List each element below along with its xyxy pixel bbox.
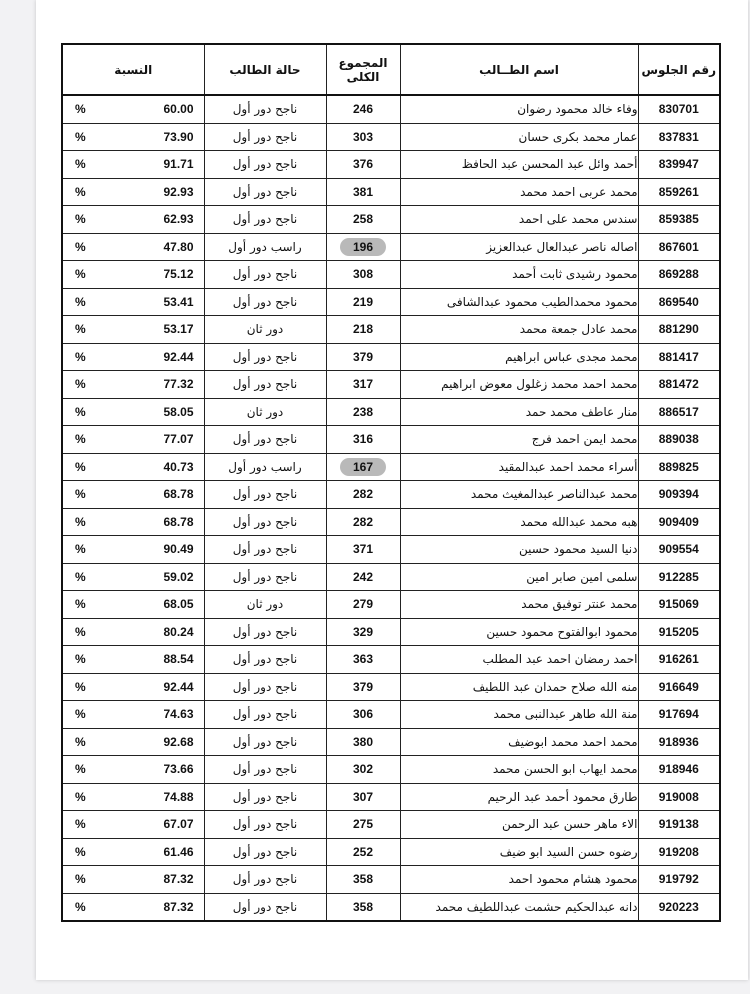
total-score-value: 219 — [352, 294, 374, 309]
student-status-cell: ناجح دور أول — [204, 426, 326, 454]
table-row — [62, 811, 720, 839]
percent-sign: % — [75, 212, 86, 227]
table-row — [62, 206, 720, 234]
student-name-cell: دنيا السيد محمود حسين — [400, 536, 638, 564]
percentage-value: 74.63 — [163, 707, 194, 722]
percentage-value: 68.05 — [163, 597, 194, 612]
student-status-cell: ناجح دور أول — [204, 783, 326, 811]
percentage-cell — [62, 343, 204, 371]
percentage-value: 62.93 — [163, 212, 194, 227]
percentage-value: 59.02 — [163, 569, 194, 584]
percent-sign: % — [75, 184, 86, 199]
student-name-cell: منة الله طاهر عبدالنبى محمد — [400, 701, 638, 729]
total-score-cell — [326, 591, 400, 619]
student-status-cell: ناجح دور أول — [204, 178, 326, 206]
percentage-cell — [62, 398, 204, 426]
student-name-cell: أحمد وائل عبد المحسن عبد الحافظ — [400, 151, 638, 179]
total-score-value: 358 — [352, 899, 374, 914]
percentage-cell — [62, 178, 204, 206]
total-score-value: 242 — [352, 569, 374, 584]
total-score-value: 303 — [352, 129, 374, 144]
seat-number-cell: 839947 — [638, 151, 720, 179]
percent-sign: % — [75, 239, 86, 254]
total-score-value: 196 — [340, 238, 386, 256]
table-row — [62, 838, 720, 866]
student-name-cell: محمد عنتر توفيق محمد — [400, 591, 638, 619]
student-name-cell: منار عاطف محمد حمد — [400, 398, 638, 426]
percentage-value: 53.17 — [163, 322, 194, 337]
student-name-cell: محمود ابوالفتوح محمود حسين — [400, 618, 638, 646]
total-score-value: 380 — [352, 734, 374, 749]
percent-sign: % — [75, 487, 86, 502]
total-score-cell — [326, 756, 400, 784]
percentage-value: 53.41 — [163, 294, 194, 309]
percentage-cell — [62, 893, 204, 921]
percent-sign: % — [75, 734, 86, 749]
total-score-cell — [326, 178, 400, 206]
total-score-cell — [326, 123, 400, 151]
total-score-cell — [326, 646, 400, 674]
student-name-cell: أسراء محمد احمد عبدالمقيد — [400, 453, 638, 481]
seat-number-cell: 916649 — [638, 673, 720, 701]
total-score-cell — [326, 288, 400, 316]
student-name-cell: عمار محمد بكرى حسان — [400, 123, 638, 151]
student-name-cell: دانه عبدالحكيم حشمت عبداللطيف محمد — [400, 893, 638, 921]
student-name-cell: محمد عربى احمد محمد — [400, 178, 638, 206]
percentage-value: 87.32 — [163, 872, 194, 887]
student-status-cell: ناجح دور أول — [204, 563, 326, 591]
percent-sign: % — [75, 157, 86, 172]
seat-number-cell: 859261 — [638, 178, 720, 206]
seat-number-cell: 889825 — [638, 453, 720, 481]
table-row — [62, 233, 720, 261]
student-status-cell: ناجح دور أول — [204, 288, 326, 316]
seat-number-cell: 830701 — [638, 95, 720, 123]
total-score-value: 329 — [352, 624, 374, 639]
student-status-cell: راسب دور أول — [204, 233, 326, 261]
total-score-value: 381 — [352, 184, 374, 199]
percentage-value: 73.90 — [163, 129, 194, 144]
total-score-cell — [326, 261, 400, 289]
total-score-value: 302 — [352, 762, 374, 777]
seat-number-cell: 881472 — [638, 371, 720, 399]
percentage-cell — [62, 508, 204, 536]
student-name-cell: محمود محمدالطيب محمود عبدالشافى — [400, 288, 638, 316]
total-score-value: 358 — [352, 872, 374, 887]
total-score-cell — [326, 453, 400, 481]
total-score-value: 316 — [352, 432, 374, 447]
total-score-value: 308 — [352, 267, 374, 282]
total-score-cell — [326, 618, 400, 646]
student-name-cell: احمد رمضان احمد عبد المطلب — [400, 646, 638, 674]
percent-sign: % — [75, 872, 86, 887]
seat-number-cell: 918936 — [638, 728, 720, 756]
student-status-cell: ناجح دور أول — [204, 673, 326, 701]
percentage-cell — [62, 453, 204, 481]
percent-sign: % — [75, 294, 86, 309]
student-status-cell: ناجح دور أول — [204, 95, 326, 123]
percentage-value: 92.68 — [163, 734, 194, 749]
seat-number-cell: 909554 — [638, 536, 720, 564]
student-name-cell: رضوه حسن السيد ابو ضيف — [400, 838, 638, 866]
student-name-cell: طارق محمود أحمد عبد الرحيم — [400, 783, 638, 811]
total-score-cell — [326, 95, 400, 123]
total-score-value: 282 — [352, 487, 374, 502]
percentage-cell — [62, 233, 204, 261]
total-score-cell — [326, 811, 400, 839]
percent-sign: % — [75, 514, 86, 529]
student-name-cell: محمد مجدى عباس ابراهيم — [400, 343, 638, 371]
student-status-cell: ناجح دور أول — [204, 123, 326, 151]
percentage-cell — [62, 866, 204, 894]
header-student-name: اسم الطــالب — [400, 44, 638, 95]
table-row — [62, 316, 720, 344]
table-row — [62, 783, 720, 811]
student-status-cell: دور ثان — [204, 591, 326, 619]
percent-sign: % — [75, 624, 86, 639]
percentage-cell — [62, 646, 204, 674]
percentage-cell — [62, 426, 204, 454]
student-name-cell: اصاله ناصر عبدالعال عبدالعزيز — [400, 233, 638, 261]
student-status-cell: ناجح دور أول — [204, 618, 326, 646]
table-row — [62, 178, 720, 206]
total-score-cell — [326, 233, 400, 261]
percentage-cell — [62, 783, 204, 811]
seat-number-cell: 869288 — [638, 261, 720, 289]
student-name-cell: محمود رشيدى ثابت أحمد — [400, 261, 638, 289]
table-row — [62, 426, 720, 454]
percentage-value: 77.07 — [163, 432, 194, 447]
percent-sign: % — [75, 762, 86, 777]
total-score-value: 376 — [352, 157, 374, 172]
percentage-value: 68.78 — [163, 514, 194, 529]
header-student-status: حالة الطالب — [204, 44, 326, 95]
seat-number-cell: 886517 — [638, 398, 720, 426]
student-name-cell: محمد احمد محمد ابوضيف — [400, 728, 638, 756]
student-name-cell: منه الله صلاح حمدان عبد اللطيف — [400, 673, 638, 701]
student-status-cell: دور ثان — [204, 316, 326, 344]
results-body — [62, 95, 720, 921]
seat-number-cell: 920223 — [638, 893, 720, 921]
total-score-value: 246 — [352, 102, 374, 117]
student-status-cell: ناجح دور أول — [204, 481, 326, 509]
student-status-cell: ناجح دور أول — [204, 151, 326, 179]
percent-sign: % — [75, 129, 86, 144]
percentage-cell — [62, 563, 204, 591]
percent-sign: % — [75, 377, 86, 392]
student-status-cell: ناجح دور أول — [204, 866, 326, 894]
table-row — [62, 563, 720, 591]
table-row — [62, 756, 720, 784]
total-score-cell — [326, 481, 400, 509]
total-score-value: 317 — [352, 377, 374, 392]
student-status-cell: ناجح دور أول — [204, 893, 326, 921]
student-name-cell: وفاء خالد محمود رضوان — [400, 95, 638, 123]
total-score-value: 275 — [352, 817, 374, 832]
student-status-cell: دور ثان — [204, 398, 326, 426]
percent-sign: % — [75, 789, 86, 804]
student-name-cell: هبه محمد عبدالله محمد — [400, 508, 638, 536]
percent-sign: % — [75, 322, 86, 337]
student-status-cell: ناجح دور أول — [204, 811, 326, 839]
seat-number-cell: 918946 — [638, 756, 720, 784]
percentage-cell — [62, 838, 204, 866]
table-row — [62, 893, 720, 921]
percentage-value: 92.44 — [163, 349, 194, 364]
table-row — [62, 866, 720, 894]
total-score-value: 379 — [352, 679, 374, 694]
seat-number-cell: 912285 — [638, 563, 720, 591]
seat-number-cell: 881290 — [638, 316, 720, 344]
seat-number-cell: 859385 — [638, 206, 720, 234]
total-score-cell — [326, 151, 400, 179]
table-row — [62, 123, 720, 151]
total-score-value: 306 — [352, 707, 374, 722]
percentage-value: 90.49 — [163, 542, 194, 557]
percentage-cell — [62, 261, 204, 289]
percent-sign: % — [75, 349, 86, 364]
percentage-cell — [62, 536, 204, 564]
seat-number-cell: 909409 — [638, 508, 720, 536]
total-score-value: 218 — [352, 322, 374, 337]
percent-sign: % — [75, 542, 86, 557]
percentage-cell — [62, 481, 204, 509]
seat-number-cell: 909394 — [638, 481, 720, 509]
student-name-cell: محمد عبدالناصر عبدالمغيث محمد — [400, 481, 638, 509]
total-score-value: 258 — [352, 212, 374, 227]
student-name-cell: محمد احمد محمد زغلول معوض ابراهيم — [400, 371, 638, 399]
seat-number-cell: 869540 — [638, 288, 720, 316]
percent-sign: % — [75, 899, 86, 914]
percentage-value: 87.32 — [163, 899, 194, 914]
seat-number-cell: 889038 — [638, 426, 720, 454]
percentage-cell — [62, 756, 204, 784]
percent-sign: % — [75, 459, 86, 474]
percentage-value: 80.24 — [163, 624, 194, 639]
table-row — [62, 371, 720, 399]
table-row — [62, 673, 720, 701]
student-name-cell: سلمى امين صابر امين — [400, 563, 638, 591]
total-score-cell — [326, 783, 400, 811]
percentage-value: 60.00 — [163, 102, 194, 117]
percent-sign: % — [75, 569, 86, 584]
student-status-cell: ناجح دور أول — [204, 701, 326, 729]
student-name-cell: سندس محمد على احمد — [400, 206, 638, 234]
percentage-cell — [62, 123, 204, 151]
total-score-cell — [326, 316, 400, 344]
seat-number-cell: 919208 — [638, 838, 720, 866]
header-percentage: النسبة — [62, 44, 204, 95]
percentage-cell — [62, 618, 204, 646]
table-row — [62, 618, 720, 646]
student-status-cell: ناجح دور أول — [204, 261, 326, 289]
percent-sign: % — [75, 679, 86, 694]
student-name-cell: محمد ايهاب ابو الحسن محمد — [400, 756, 638, 784]
total-score-cell — [326, 838, 400, 866]
percentage-value: 92.93 — [163, 184, 194, 199]
total-score-value: 363 — [352, 652, 374, 667]
table-row — [62, 728, 720, 756]
percentage-cell — [62, 591, 204, 619]
student-name-cell: الاء ماهر حسن عبد الرحمن — [400, 811, 638, 839]
student-status-cell: ناجح دور أول — [204, 508, 326, 536]
student-status-cell: ناجح دور أول — [204, 206, 326, 234]
total-score-cell — [326, 398, 400, 426]
total-score-cell — [326, 426, 400, 454]
table-row — [62, 95, 720, 123]
total-score-cell — [326, 728, 400, 756]
percentage-value: 67.07 — [163, 817, 194, 832]
table-row — [62, 343, 720, 371]
seat-number-cell: 881417 — [638, 343, 720, 371]
seat-number-cell: 919792 — [638, 866, 720, 894]
student-status-cell: راسب دور أول — [204, 453, 326, 481]
table-row — [62, 288, 720, 316]
percentage-cell — [62, 151, 204, 179]
table-row — [62, 591, 720, 619]
header-seat-number: رقم الجلوس — [638, 44, 720, 95]
seat-number-cell: 917694 — [638, 701, 720, 729]
percentage-value: 73.66 — [163, 762, 194, 777]
percentage-cell — [62, 95, 204, 123]
total-score-cell — [326, 343, 400, 371]
student-status-cell: ناجح دور أول — [204, 371, 326, 399]
percent-sign: % — [75, 817, 86, 832]
total-score-value: 307 — [352, 789, 374, 804]
percentage-cell — [62, 316, 204, 344]
total-score-cell — [326, 206, 400, 234]
percentage-value: 75.12 — [163, 267, 194, 282]
student-status-cell: ناجح دور أول — [204, 536, 326, 564]
total-score-cell — [326, 673, 400, 701]
table-row — [62, 453, 720, 481]
percent-sign: % — [75, 102, 86, 117]
percent-sign: % — [75, 707, 86, 722]
header-total-line1: المجموع — [338, 55, 388, 70]
percentage-value: 92.44 — [163, 679, 194, 694]
seat-number-cell: 919138 — [638, 811, 720, 839]
table-row — [62, 481, 720, 509]
percentage-cell — [62, 673, 204, 701]
table-row — [62, 398, 720, 426]
table-row — [62, 261, 720, 289]
student-status-cell: ناجح دور أول — [204, 728, 326, 756]
student-status-cell: ناجح دور أول — [204, 646, 326, 674]
total-score-cell — [326, 508, 400, 536]
total-score-cell — [326, 536, 400, 564]
percentage-value: 61.46 — [163, 844, 194, 859]
percent-sign: % — [75, 844, 86, 859]
table-row — [62, 151, 720, 179]
percent-sign: % — [75, 652, 86, 667]
percentage-value: 77.32 — [163, 377, 194, 392]
percent-sign: % — [75, 404, 86, 419]
student-status-cell: ناجح دور أول — [204, 838, 326, 866]
total-score-value: 282 — [352, 514, 374, 529]
percentage-value: 58.05 — [163, 404, 194, 419]
percentage-cell — [62, 371, 204, 399]
percent-sign: % — [75, 432, 86, 447]
percent-sign: % — [75, 267, 86, 282]
table-row — [62, 536, 720, 564]
total-score-cell — [326, 701, 400, 729]
total-score-cell — [326, 893, 400, 921]
student-name-cell: محمود هشام محمود احمد — [400, 866, 638, 894]
header-row — [62, 44, 720, 95]
percentage-cell — [62, 288, 204, 316]
percentage-cell — [62, 206, 204, 234]
percentage-value: 91.71 — [163, 157, 194, 172]
table-row — [62, 646, 720, 674]
total-score-value: 279 — [352, 597, 374, 612]
seat-number-cell: 915069 — [638, 591, 720, 619]
percentage-cell — [62, 811, 204, 839]
table-row — [62, 508, 720, 536]
percentage-value: 40.73 — [163, 459, 194, 474]
percentage-value: 47.80 — [163, 239, 194, 254]
table-row — [62, 701, 720, 729]
seat-number-cell: 867601 — [638, 233, 720, 261]
percentage-value: 68.78 — [163, 487, 194, 502]
total-score-value: 238 — [352, 404, 374, 419]
percent-sign: % — [75, 597, 86, 612]
percentage-cell — [62, 701, 204, 729]
percentage-value: 74.88 — [163, 789, 194, 804]
results-table — [61, 43, 721, 922]
percentage-cell — [62, 728, 204, 756]
total-score-cell — [326, 866, 400, 894]
percentage-value: 88.54 — [163, 652, 194, 667]
total-score-cell — [326, 563, 400, 591]
total-score-value: 379 — [352, 349, 374, 364]
total-score-cell — [326, 371, 400, 399]
seat-number-cell: 837831 — [638, 123, 720, 151]
total-score-value: 167 — [340, 458, 386, 476]
header-total — [326, 44, 400, 95]
student-status-cell: ناجح دور أول — [204, 343, 326, 371]
total-score-value: 371 — [352, 542, 374, 557]
total-score-value: 252 — [352, 844, 374, 859]
document-page — [36, 0, 748, 980]
student-status-cell: ناجح دور أول — [204, 756, 326, 784]
student-name-cell: محمد ايمن احمد فرج — [400, 426, 638, 454]
seat-number-cell: 919008 — [638, 783, 720, 811]
header-total-line2: الكلى — [346, 69, 380, 84]
student-name-cell: محمد عادل جمعة محمد — [400, 316, 638, 344]
seat-number-cell: 916261 — [638, 646, 720, 674]
seat-number-cell: 915205 — [638, 618, 720, 646]
